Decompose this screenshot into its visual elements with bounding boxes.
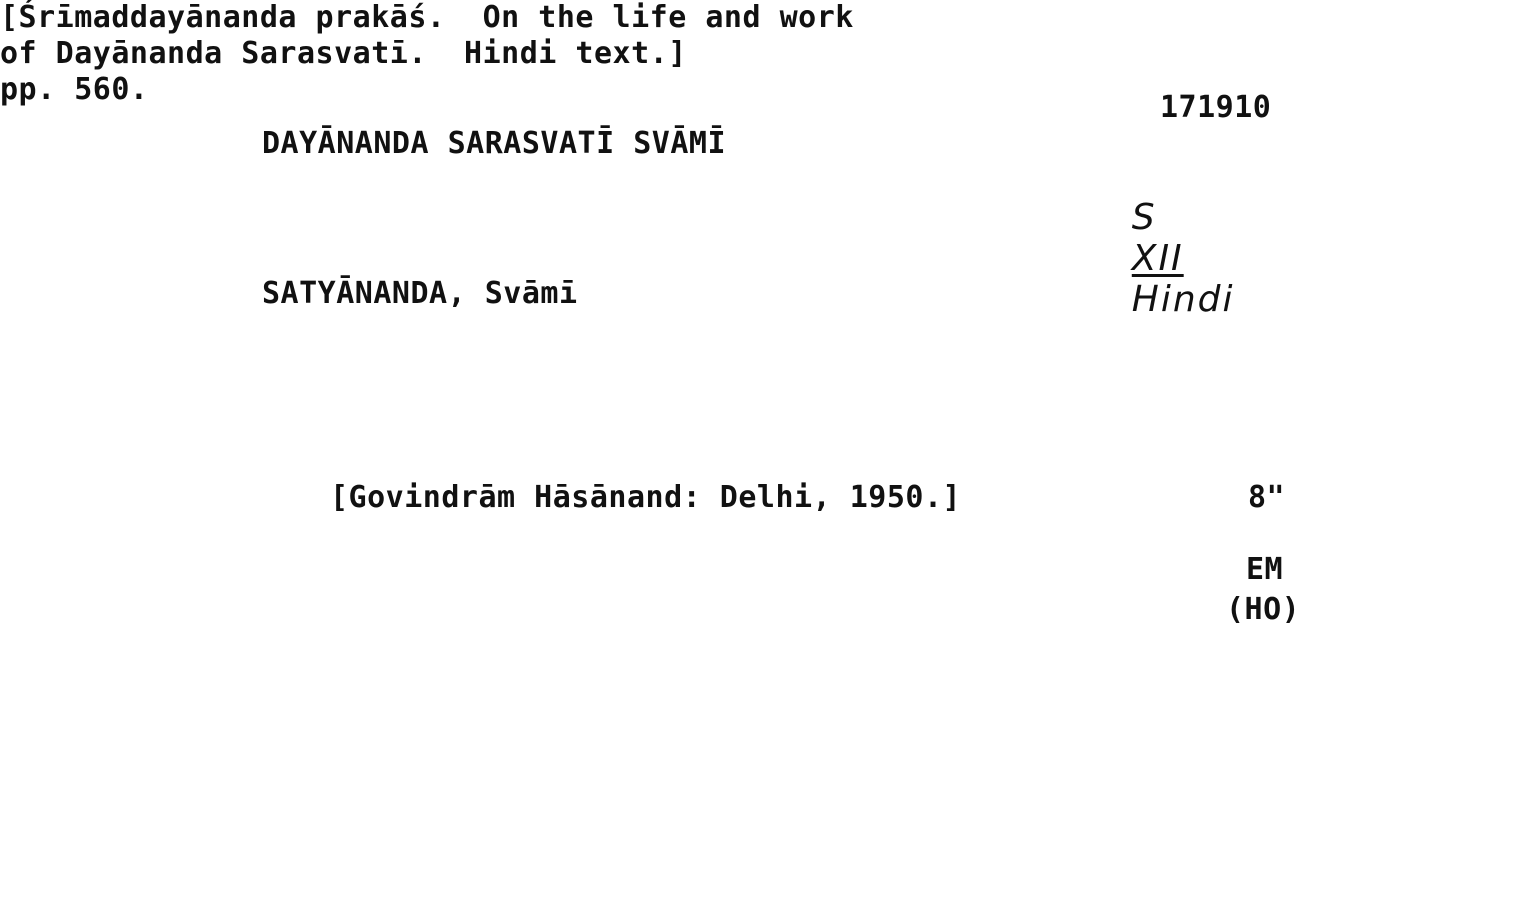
pagination: pp. 560.: [0, 72, 149, 107]
shelfmark: [1078, 156, 1235, 361]
subject-heading: DAYĀNANDA SARASVATĪ SVĀMĪ: [262, 126, 727, 161]
author-entry: SATYĀNANDA, Svāmī: [262, 276, 578, 311]
title-line: [Śrīmaddayānanda prakāś. On the life and work: [0, 0, 854, 35]
title-block: [0, 0, 1526, 108]
imprint: [Govindrām Hāsānand: Delhi, 1950.]: [330, 480, 962, 515]
shelfmark-numeral: XII: [1131, 238, 1184, 279]
code-em: EM: [1246, 552, 1284, 587]
size-note: 8": [1248, 480, 1286, 515]
catalogue-number: 171910: [1160, 90, 1272, 125]
shelfmark-language: Hindi: [1131, 279, 1235, 320]
shelfmark-prefix: S: [1131, 197, 1157, 238]
code-ho: (HO): [1226, 592, 1301, 627]
title-line: of Dayānanda Sarasvatī. Hindi text.]: [0, 36, 687, 71]
